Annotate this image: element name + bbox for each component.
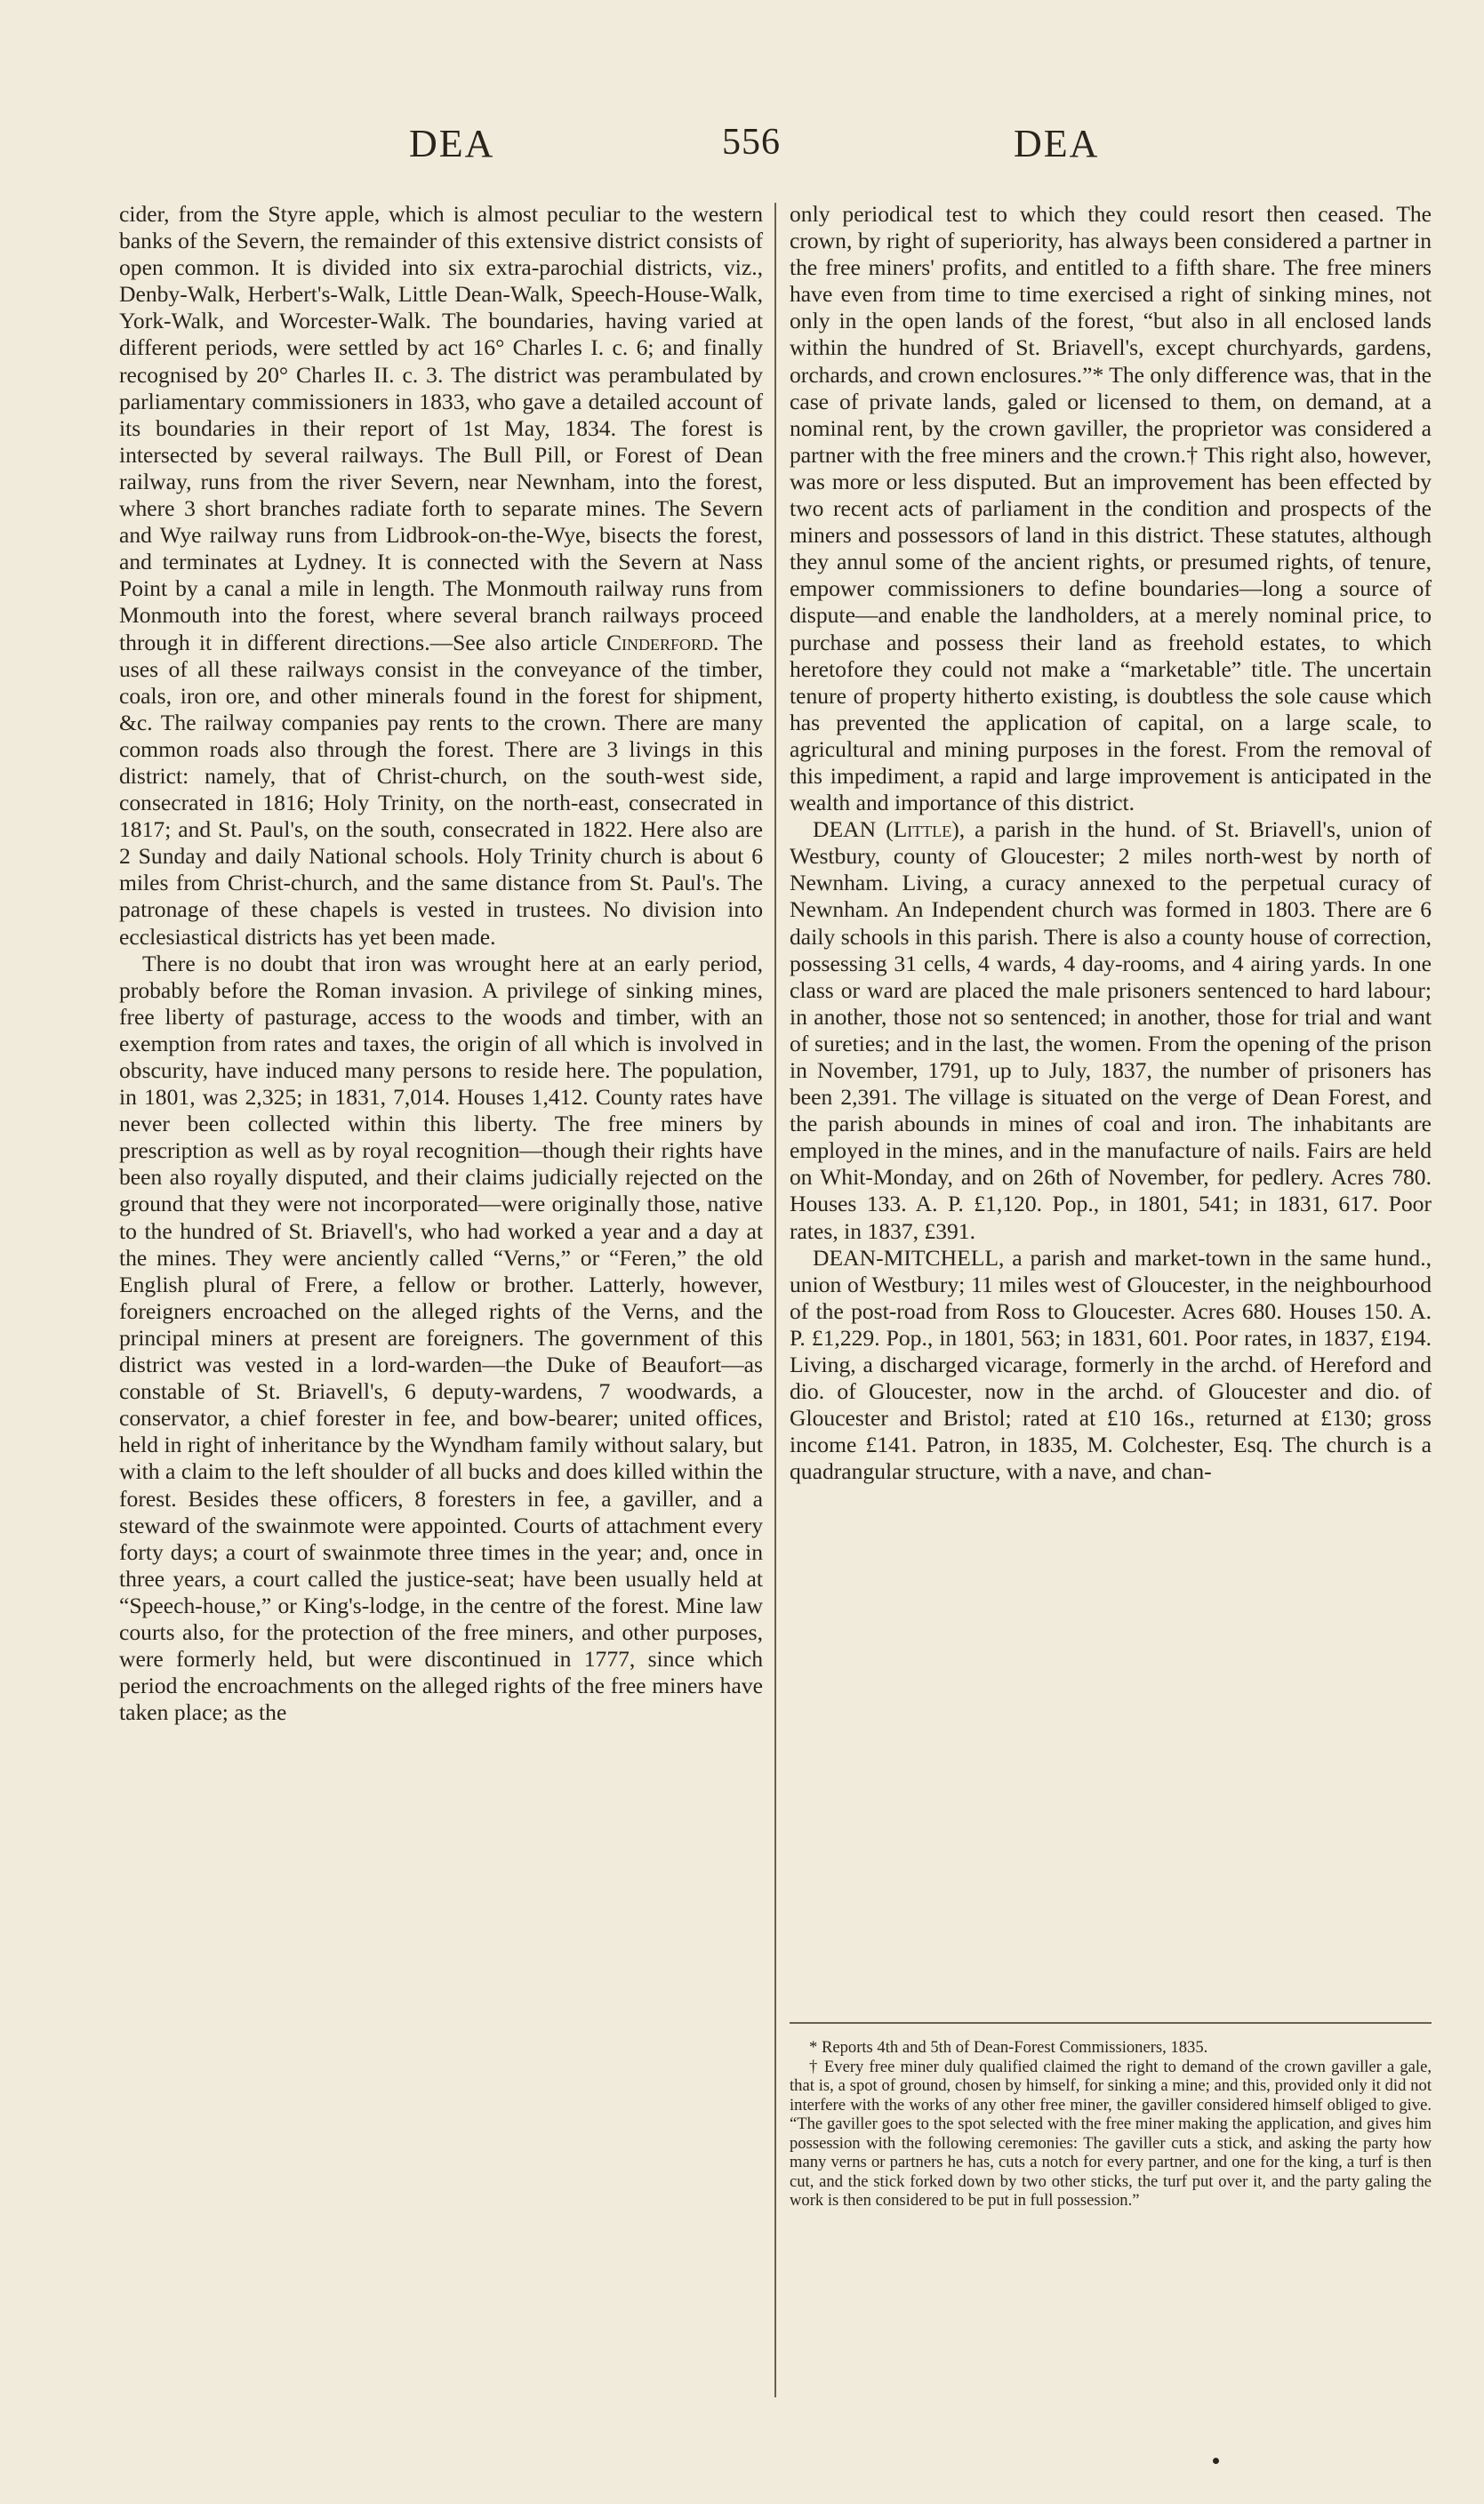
entry-headword: DEAN ( xyxy=(813,816,894,843)
entry-dean-little xyxy=(790,816,1432,1245)
paragraph-forest-railways xyxy=(119,201,763,951)
footnote-rule xyxy=(790,2022,1432,2024)
paragraph-text: cider, from the Styre apple, which is almost peculiar to the western banks of the Severn, the remainder of this extensive district consists of open common. It is divided into six extra-parochial districts, viz., Denby-Walk, Herbert's-Walk, Little Dean-Walk, Speech-House-Walk, York-Walk, and Worcester-Walk. The boundaries, having varied at different periods, were settled by act 16° Charles I. c. 6; and finally recognised by 20° Charles II. c. 3. The district was perambulated by parliamentary commissioners in 1833, who gave a detailed account of its boundaries in their report of 1st May, 1834. The forest is intersected by several railways. The Bull Pill, or Forest of Dean railway, runs from the river Severn, near Newnham, into the forest, where 3 short branches radiate forth to separate mines. The Severn and Wye railway runs from Lidbrook-on-the-Wye, bisects the forest, and terminates at Lydney. It is connected with the Severn at Nass Point by a canal a mile in length. The Monmouth railway runs from Monmouth into the forest, where several branch railways proceed through it in different directions.—See also article xyxy=(119,201,763,655)
entry-headword-smallcaps: Little xyxy=(893,816,952,843)
page-number: 556 xyxy=(722,122,781,163)
entry-body: ), a parish in the hund. of St. Briavell's, union of Westbury, county of Gloucester; 2 miles north-west by north of Newnham. Living, a curacy annexed to the perpetual curacy of Newnham. An Independent church was formed in 1803. There are 6 daily schools in this parish. There is also a county house of correction, possessing 31 cells, 4 wards, 4 day-rooms, and 4 airing yards. In one class or ward are placed the male prisoners sentenced to hard labour; in another, those not so sentenced; in another, those for trial and want of sureties; and in the last, the women. From the opening of the prison in November, 1791, up to July, 1837, the number of prisoners has been 2,391. The village is situated on the verge of Dean Forest, and the parish abounds in mines of coal and iron. The inhabitants are employed in the mines, and in the manufacture of nails. Fairs are held on Whit-Monday, and on 26th of November, for pedlery. Acres 780. Houses 133. A. P. £1,120. Pop., in 1801, 541; in 1831, 617. Poor rates, in 1837, £391. xyxy=(790,816,1432,1244)
entry-dean-mitchell: DEAN-MITCHELL, a parish and market-town in the same hund., union of Westbury; 11 miles west of Gloucester, in the neighbourhood of the post-road from Ross to Gloucester. Acres 680. Houses 150. A. P. £1,229. Pop., in 1801, 563; in 1831, 601. Poor rates, in 1837, £194. Living, a discharged vicarage, formerly in the archd. of Hereford and dio. of Gloucester, now in the archd. of Gloucester and dio. of Gloucester and Bristol; rated at £10 16s., returned at £130; gross income £141. Patron, in 1835, M. Colchester, Esq. The church is a quadrangular structure, with a nave, and chan- xyxy=(790,1244,1432,1485)
left-column xyxy=(119,201,763,1726)
paragraph-text: . The uses of all these railways consist in the conveyance of the timber, coals, iron ore, and other minerals found in the forest for shipment, &c. The railway companies pay rents to the crown. There are many common roads also through the forest. There are 3 livings in this district: namely, that of Christ-church, on the south-west side, consecrated in 1816; Holy Trinity, on the north-east, consecrated in 1817; and St. Paul's, on the south, consecrated in 1822. Here also are 2 Sunday and daily National schools. Holy Trinity church is about 6 miles from Christ-church, and the same distance from St. Paul's. The patronage of these chapels is vested in trustees. No division into ecclesiastical districts has yet been made. xyxy=(119,629,763,950)
header-left-guide-word: DEA xyxy=(409,122,495,165)
column-divider xyxy=(774,203,776,2397)
footnote-asterisk: * Reports 4th and 5th of Dean-Forest Commissioners, 1835. xyxy=(809,2038,1208,2057)
right-column xyxy=(790,201,1432,1486)
running-header xyxy=(0,121,1484,174)
footnotes xyxy=(790,2038,1432,2211)
footnote-dagger: † Every free miner duly qualified claimed the right to demand of the crown gaviller a gale, that is, a spot of ground, chosen by himself, for sinking a mine; and this, provided only it did not interfere with the works of any other free miner, the gaviller considered himself obliged to give. “The gaviller goes to the spot selected with the free miner making the application, and gives him possession with the following ceremonies: The gaviller cuts a stick, and asking the party how many verns or partners he has, cuts a notch for every partner, and one for the king, a turf is then cut, and the stick forked down by two other sticks, the turf put over it, and the party galing the work is then considered to be put in full possession.” xyxy=(790,2057,1432,2210)
cross-reference: Cinderford xyxy=(606,629,714,655)
header-right-guide-word: DEA xyxy=(1014,122,1100,165)
printer-mark xyxy=(1213,2458,1219,2464)
paragraph-free-miners: There is no doubt that iron was wrought here at an early period, probably before the Roman invasion. A privilege of sinking mines, free liberty of pasturage, access to the woods and timber, with an exemption from rates and taxes, the origin of all which is involved in obscurity, have induced many persons to reside here. The population, in 1801, was 2,325; in 1831, 7,014. Houses 1,412. County rates have never been collected within this liberty. The free miners by prescription as well as by royal recognition—though their rights have been also royally disputed, and their claims judicially rejected on the ground that they were not incorporated—were originally those, native to the hundred of St. Briavell's, who had worked a year and a day at the mines. They were anciently called “Verns,” or “Feren,” the old English plural of Frere, a fellow or brother. Latterly, however, foreigners encroached on the alleged rights of the Verns, and the principal miners at present are foreigners. The government of this district was vested in a lord-warden—the Duke of Beaufort—as constable of St. Briavell's, 6 deputy-wardens, 7 woodwards, a conservator, a chief forester in fee, and bow-bearer; united offices, held in right of inheritance by the Wyndham family without salary, but with a claim to the left shoulder of all bucks and does killed within the forest. Besides these officers, 8 foresters in fee, a gaviller, and a steward of the swainmote were appointed. Courts of attachment every forty days; a court of swainmote three times in the year; and, once in three years, a court called the justice-seat; have been usually held at “Speech-house,” or King's-lodge, in the centre of the forest. Mine law courts also, for the protection of the free miners, and other purposes, were formerly held, but were discontinued in 1777, since which period the encroachments on the alleged rights of the free miners have taken place; as the xyxy=(119,950,763,1726)
paragraph-crown-rights: only periodical test to which they could resort then ceased. The crown, by right of superiority, has always been considered a partner in the free miners' profits, and entitled to a fifth share. The free miners have even from time to time exercised a right of sinking mines, not only in the open lands of the forest, “but also in all enclosed lands within the hundred of St. Briavell's, except churchyards, gardens, orchards, and crown enclosures.”* The only difference was, that in the case of private lands, galed or licensed to them, on demand, at a nominal rent, by the crown gaviller, the proprietor was considered a partner with the free miners and the crown.† This right also, however, was more or less disputed. But an improvement has been effected by two recent acts of parliament in the condition and prospects of the miners and possessors of land in this district. These statutes, although they annul some of the ancient rights, or presumed rights, of tenure, empower commissioners to define boundaries—long a source of dispute—and enable the landholders, at a merely nominal price, to purchase and possess their land as freehold estates, to which heretofore they could not make a “marketable” title. The uncertain tenure of property hitherto existing, is doubtless the sole cause which has prevented the application of capital, on a large scale, to agricultural and mining purposes in the forest. From the removal of this impediment, a rapid and large improvement is anticipated in the wealth and importance of this district. xyxy=(790,201,1432,816)
